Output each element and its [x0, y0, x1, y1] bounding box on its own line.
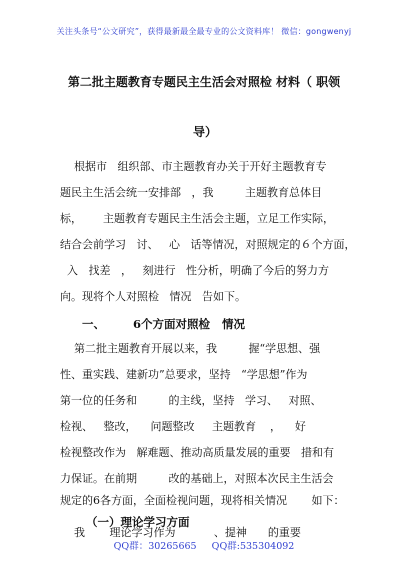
document-title-line2: 导）	[193, 125, 218, 139]
body-paragraph-line: 结合会前学习 讨、 心 话等情况，对照规定的６个方面，	[60, 238, 356, 251]
body-paragraph-line: 性、重实践、建新功”总要求，坚持 “学思想”作为	[60, 368, 308, 381]
body-paragraph-line: 题民主生活会统一安排部 ，我 主题教育总体目	[60, 186, 322, 199]
header-note: 关注头条号“公文研究”，获得最新最全最专业的公文资料库！ 微信：gongwenyj	[56, 27, 352, 36]
section-heading: 一、 6个方面对照检 情况	[82, 317, 246, 331]
body-paragraph-line: 向。现将个人对照检 情况 告如下。	[60, 290, 246, 303]
body-paragraph-line: 入 找差 ， 刻进行 性分析，明确了今后的努力方	[60, 264, 329, 277]
body-paragraph-line: 根据市 组织部、市主题教育办关于开好主题教育专	[60, 160, 327, 173]
body-paragraph-line: 规定的6各方面，全面检视问题，现将相关情况 如下：	[60, 494, 345, 507]
footer-qq-groups: QQ群：30265665 QQ群:535304092	[113, 541, 295, 552]
last-body-line: 我 理论学习作为 、提神 的重要	[60, 526, 301, 539]
body-paragraph-line: 标， 主题教育专题民主生活会主题，立足工作实际，	[60, 212, 334, 225]
body-paragraph-line: 检视整改作为 解难题、推动高质量发展的重要 措和有	[60, 446, 334, 459]
body-paragraph-line: 检视、 整改， 问题整改 主题教育 ， 好	[60, 420, 306, 433]
subsection-heading: （一）理论学习方面	[86, 515, 190, 529]
body-paragraph-line: 力保证。在前期 改的基础上，对照本次民主生活会	[60, 472, 334, 485]
body-paragraph-line: 第二批主题教育开展以来，我 握“学思想、强	[60, 342, 321, 355]
body-paragraph-line: 第一位的任务和 的主线，坚持 学习、 对照、	[60, 394, 322, 407]
document-title-line1: 第二批主题教育专题民主生活会对照检 材料（ 职领	[67, 75, 341, 89]
